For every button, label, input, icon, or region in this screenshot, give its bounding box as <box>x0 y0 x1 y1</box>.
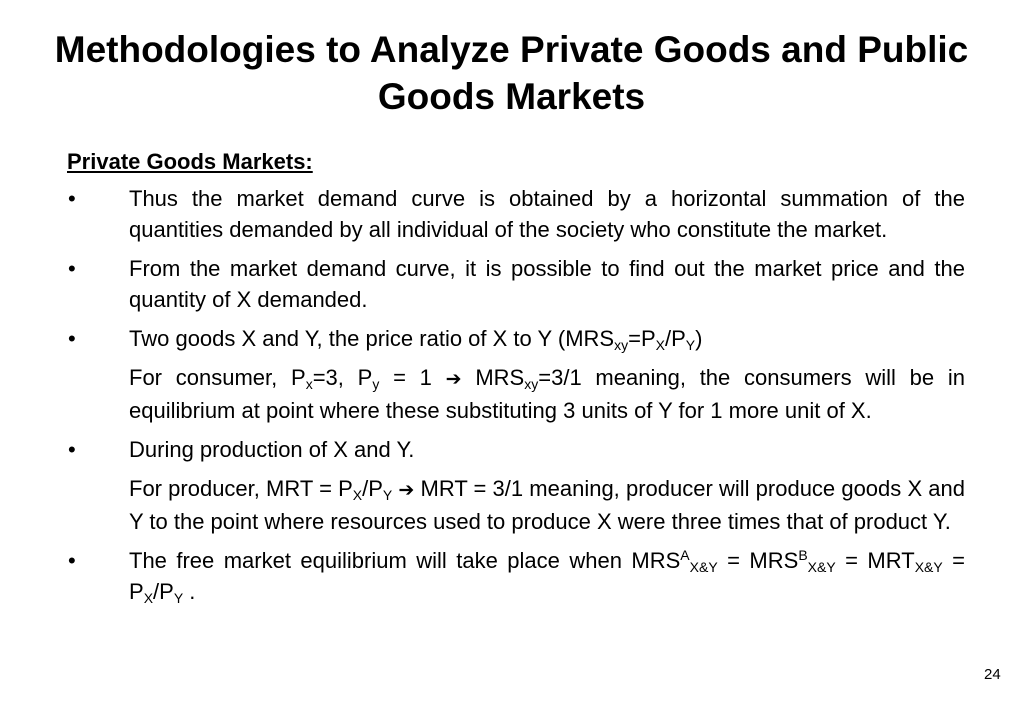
text-run: For consumer, P <box>129 365 306 390</box>
subscript: X <box>655 337 665 353</box>
subscript: xy <box>524 376 539 392</box>
superscript: B <box>798 547 808 563</box>
text-run: MRT = 3/1 meaning, producer will produce goods X and Y to the point where resources used to produce X were three times that of product Y. <box>129 476 965 534</box>
bullet-icon: • <box>68 256 76 281</box>
bullet-icon: • <box>68 326 76 351</box>
text-run: =3/1 meaning, the consumers will be in equilibrium at point where these substituting 3 units of Y for 1 more unit of X. <box>129 365 966 423</box>
subscript: X <box>143 590 154 606</box>
text-run: MRS <box>461 365 525 390</box>
bullet-text: Thus the market demand curve is obtained by a horizontal summation of the quantities demanded by all individual of the society who constitute the market. <box>129 186 965 242</box>
text-run: =P <box>628 326 656 351</box>
bullet-text: From the market demand curve, it is possible to find out the market price and the quantity of X demanded. <box>129 256 965 312</box>
text-run: = MRS <box>717 548 799 573</box>
text-run: The free market equilibrium will take place when MRS <box>129 548 681 573</box>
text-run: /P <box>362 476 383 501</box>
bullet-item-1 <box>67 183 965 245</box>
continuation-paragraph-3 <box>67 362 965 426</box>
slide-title: Methodologies to Analyze Private Goods and Public Goods Markets <box>54 29 969 117</box>
subscript: x <box>305 376 313 392</box>
text-run: = MRT <box>835 548 915 573</box>
text-run: . <box>183 579 196 604</box>
subscript: Y <box>685 337 696 353</box>
continuation-paragraph-4 <box>67 473 965 537</box>
subscript: y <box>372 376 380 392</box>
slide-content <box>67 146 965 615</box>
superscript: A <box>680 547 690 563</box>
text-run: = P <box>129 548 966 604</box>
subscript: X&Y <box>807 559 836 575</box>
bullet-item-4 <box>67 434 965 465</box>
text-run: /P <box>153 579 174 604</box>
subscript: Y <box>382 487 393 503</box>
text-run: For producer, MRT = P <box>129 476 353 501</box>
subscript: xy <box>614 337 629 353</box>
text-run: =3, P <box>312 365 373 390</box>
bullet-icon: • <box>68 548 76 573</box>
subscript: X&Y <box>689 559 718 575</box>
section-heading: Private Goods Markets: <box>67 149 313 174</box>
text-run: /P <box>664 326 686 351</box>
arrow-right-icon: ➔ <box>398 479 415 501</box>
bullet-icon: • <box>68 186 76 211</box>
bullet-icon: • <box>68 437 76 462</box>
text-run: Two goods X and Y, the price ratio of X to Y (MRS <box>129 326 615 351</box>
text-run: = 1 <box>379 365 446 390</box>
subscript: X&Y <box>914 559 943 575</box>
bullet-text: During production of X and Y. <box>129 437 415 462</box>
arrow-right-icon: ➔ <box>445 368 462 390</box>
text-run: ) <box>695 326 703 351</box>
bullet-item-2 <box>67 253 965 315</box>
subscript: Y <box>173 590 184 606</box>
subscript: X <box>352 487 363 503</box>
bullet-item-3 <box>67 323 965 354</box>
bullet-item-5 <box>67 545 965 607</box>
page-number: 24 <box>984 666 1001 683</box>
